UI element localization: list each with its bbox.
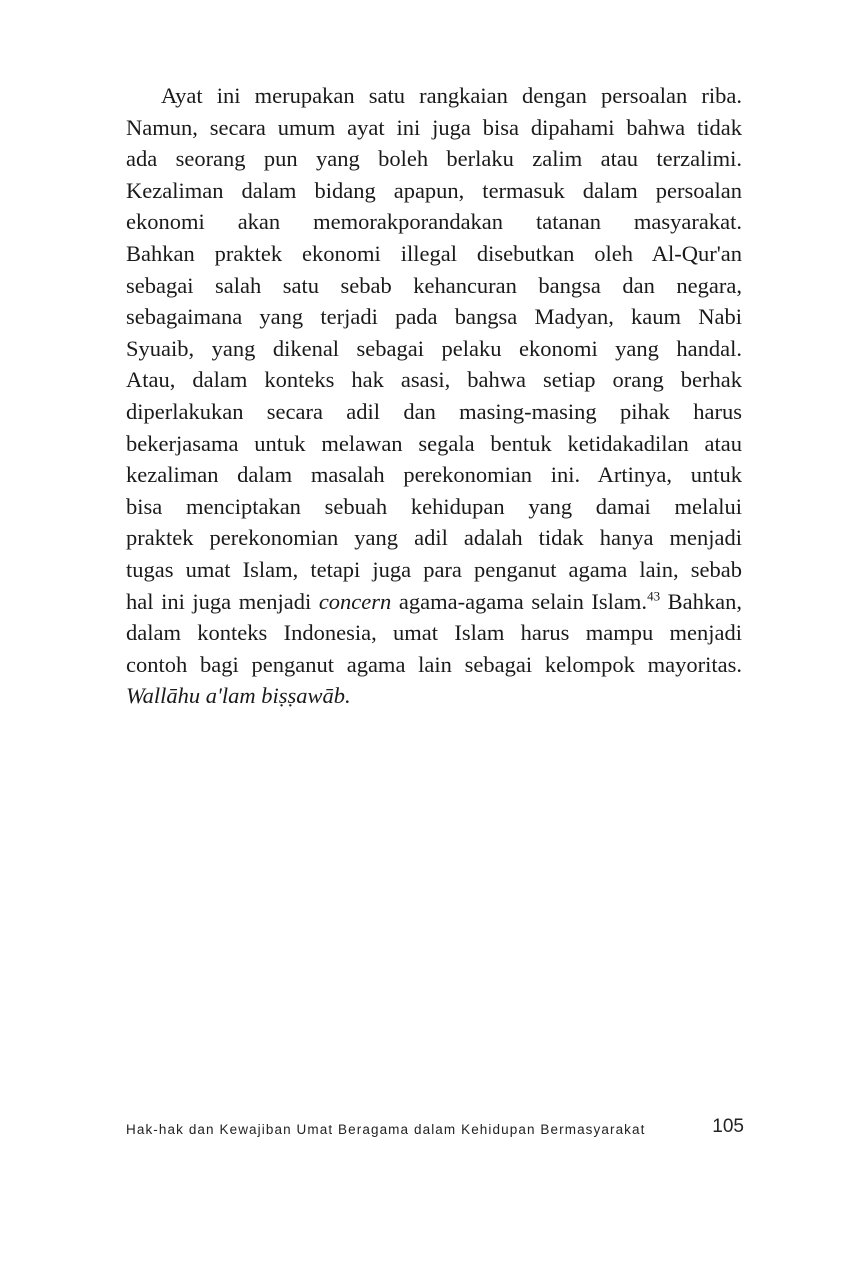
line-text: agama-agama selain Islam. [391,588,648,614]
italic-term: concern [318,588,392,614]
paragraph-line: dalam konteks Indonesia, umat Islam harus mampu menjadi [126,620,742,646]
paragraph-line: Namun, secara umum ayat ini juga bisa dipahami bahwa tidak [126,114,742,140]
paragraph-line: Syuaib, yang dikenal sebagai pelaku ekonomi yang handal. [126,335,742,361]
paragraph-line: diperlakukan secara adil dan masing-masing pihak harus [126,398,742,424]
paragraph-line: Bahkan praktek ekonomi illegal disebutkan oleh Al-Qur'an [126,240,742,266]
page-number: 105 [712,1116,744,1137]
body-paragraph [126,80,742,712]
closing-phrase [126,680,742,712]
paragraph-line: tugas umat Islam, tetapi juga para penganut agama lain, sebab [126,556,742,582]
paragraph-line: Ayat ini merupakan satu rangkaian dengan persoalan riba. [161,83,742,108]
paragraph-line: ada seorang pun yang boleh berlaku zalim atau terzalimi. [126,146,742,172]
closing-italic: Wallāhu a'lam biṣṣawāb. [126,683,351,709]
paragraph-line: praktek perekonomian yang adil adalah tidak hanya menjadi [126,525,742,551]
paragraph-line: bisa menciptakan sebuah kehidupan yang damai melalui [126,493,742,519]
paragraph-line: bekerjasama untuk melawan segala bentuk ketidakadilan atau [126,430,742,456]
paragraph-line: sebagai salah satu sebab kehancuran bangsa dan negara, [126,272,742,298]
paragraph-line: kezaliman dalam masalah perekonomian ini. Artinya, untuk [126,462,742,488]
line-text: Bahkan, [660,588,743,614]
paragraph-line: Kezaliman dalam bidang apapun, termasuk dalam persoalan [126,177,742,203]
line-text: hal ini juga menjadi [126,588,319,614]
paragraph-line: sebagaimana yang terjadi pada bangsa Madyan, kaum Nabi [126,304,742,330]
running-footer-title: Hak-hak dan Kewajiban Umat Beragama dalam Kehidupan Bermasyarakat [126,1122,646,1137]
paragraph-line: contoh bagi penganut agama lain sebagai kelompok mayoritas. [126,651,742,677]
paragraph-line: Atau, dalam konteks hak asasi, bahwa setiap orang berhak [126,367,742,393]
paragraph-line-concern [126,586,742,618]
footnote-reference[interactable]: 43 [647,588,661,603]
paragraph-line: ekonomi akan memorakporandakan tatanan masyarakat. [126,209,742,235]
